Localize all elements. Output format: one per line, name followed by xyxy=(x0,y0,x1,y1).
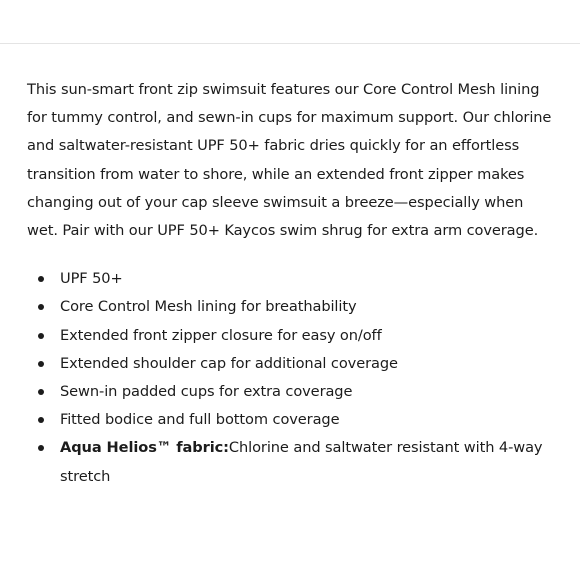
feature-text: Sewn-in padded cups for extra coverage xyxy=(60,383,353,401)
bullet-icon xyxy=(38,361,44,367)
feature-text: Fitted bodice and full bottom coverage xyxy=(60,411,340,429)
feature-list xyxy=(27,265,557,491)
feature-item xyxy=(27,293,557,321)
feature-item xyxy=(27,265,557,293)
bullet-icon xyxy=(38,333,44,339)
feature-item xyxy=(27,434,557,490)
feature-item xyxy=(27,350,557,378)
bullet-icon xyxy=(38,304,44,310)
feature-text: Chlorine and saltwater resistant with 4-way stretch xyxy=(60,439,543,485)
bullet-icon xyxy=(38,276,44,282)
product-description: This sun-smart front zip swimsuit features our Core Control Mesh lining for tummy control, and sewn-in cups for maximum support. Our chlorine and saltwater-resistant UPF 50+ fabric dries quickly for an effortless transition from water to shore, while an extended front zipper makes changing out of your cap sleeve swimsuit a breeze—especially when wet. Pair with our UPF 50+ Kaycos swim shrug for extra arm coverage. xyxy=(27,81,552,240)
bullet-icon xyxy=(38,389,44,395)
product-details xyxy=(27,76,557,491)
feature-text: Extended front zipper closure for easy on/off xyxy=(60,326,382,344)
feature-text: Core Control Mesh lining for breathability xyxy=(60,298,357,316)
top-divider xyxy=(0,43,580,44)
bullet-icon xyxy=(38,445,44,451)
feature-item xyxy=(27,406,557,434)
feature-text: Extended shoulder cap for additional coverage xyxy=(60,354,398,372)
feature-text: UPF 50+ xyxy=(60,270,123,288)
bullet-icon xyxy=(38,417,44,423)
feature-item xyxy=(27,322,557,350)
feature-item xyxy=(27,378,557,406)
feature-label: Aqua Helios™ fabric: xyxy=(60,439,229,457)
